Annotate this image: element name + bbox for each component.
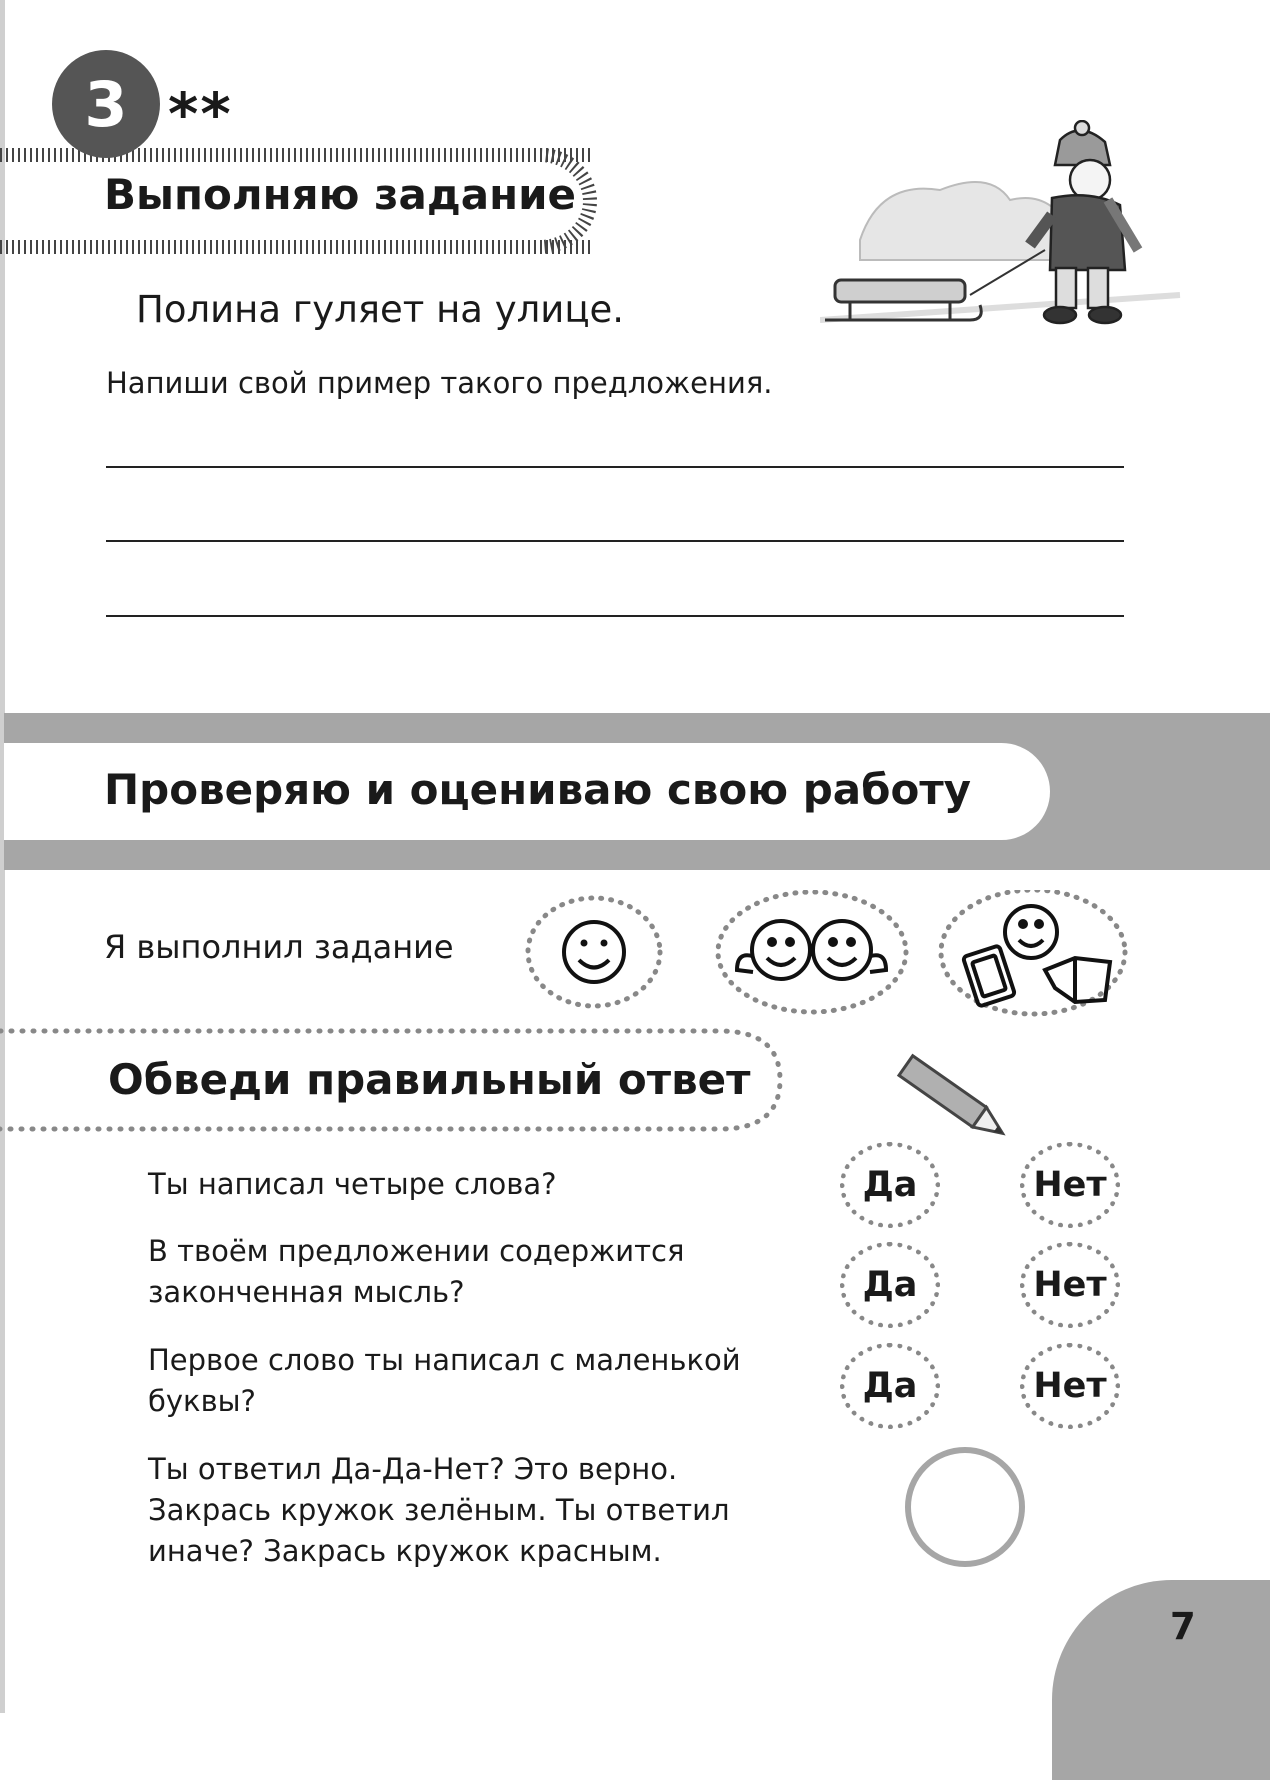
answer-yes-2[interactable]: Да — [840, 1242, 940, 1328]
alone-option[interactable] — [528, 898, 660, 1006]
answer-yes-3[interactable]: Да — [840, 1343, 940, 1429]
single-smiley-icon — [564, 922, 624, 982]
example-sentence: Полина гуляет на улице. — [136, 288, 625, 331]
task-number-badge: 3 — [52, 50, 160, 158]
answer-line-1[interactable] — [106, 466, 1124, 468]
answer-yes-1[interactable]: Да — [840, 1142, 940, 1228]
question-2-text: В твоём предложении содержится законченная мысль? — [148, 1234, 685, 1309]
task-heading: Выполняю задание — [104, 170, 577, 219]
instruction-text: Напиши свой пример такого предложения. — [106, 366, 773, 400]
question-1 — [106, 1164, 756, 1205]
check-heading: Проверяю и оцениваю свою работу — [104, 765, 972, 814]
done-label: Я выполнил задание — [104, 928, 454, 966]
result-circle[interactable] — [905, 1447, 1025, 1567]
question-3-text: Первое слово ты написал с маленькой буквы? — [148, 1343, 741, 1418]
with-help-option[interactable] — [941, 890, 1125, 1014]
page-number: 7 — [1170, 1605, 1196, 1648]
difficulty-stars: ** — [168, 80, 233, 148]
with-friend-option[interactable] — [718, 892, 906, 1012]
conclusion-text: Ты ответил Да-Да-Нет? Это верно. Закрась кружок зелёным. Ты ответил иначе? Закрась кружок красным. — [148, 1452, 730, 1568]
question-1-text: Ты написал четыре слова? — [148, 1167, 557, 1201]
question-2 — [106, 1231, 756, 1313]
answer-line-2[interactable] — [106, 540, 1124, 542]
self-assessment-options — [515, 890, 1135, 1040]
answer-no-3[interactable]: Нет — [1020, 1343, 1120, 1429]
answer-line-3[interactable] — [106, 615, 1124, 617]
answer-no-2[interactable]: Нет — [1020, 1242, 1120, 1328]
two-smileys-icon — [737, 921, 886, 979]
page-number-tab — [1052, 1580, 1270, 1780]
answer-no-1[interactable]: Нет — [1020, 1142, 1120, 1228]
question-3 — [106, 1340, 756, 1422]
pencil-icon — [895, 1050, 1015, 1150]
circle-answer-heading: Обведи правильный ответ — [108, 1055, 751, 1104]
conclusion — [106, 1449, 756, 1572]
child-with-sled-illustration — [820, 120, 1200, 360]
smiley-with-book-icon — [963, 906, 1110, 1007]
hatch-band-bottom — [0, 240, 590, 254]
